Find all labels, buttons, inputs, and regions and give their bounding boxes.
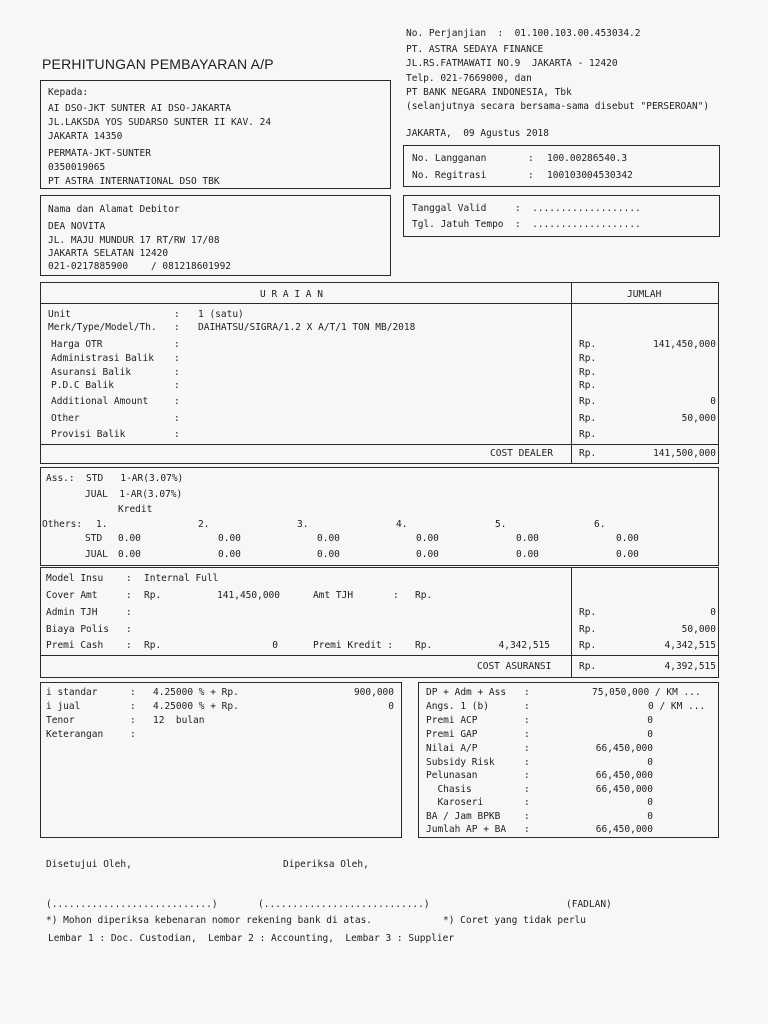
company-line: PT. ASTRA SEDAYA FINANCE bbox=[406, 44, 544, 55]
jual-value: 0.00 bbox=[218, 549, 241, 560]
calc-right-value: 0 bbox=[647, 757, 653, 768]
jual-label: JUAL bbox=[85, 549, 108, 560]
uraian-row-label: Administrasi Balik bbox=[51, 353, 154, 364]
company-line: PT BANK NEGARA INDONESIA, Tbk bbox=[406, 87, 572, 98]
uraian-row-label: P.D.C Balik bbox=[51, 380, 114, 391]
calc-left-amount: 0 bbox=[388, 701, 394, 712]
tanggal-valid: Tanggal Valid : ................... bbox=[412, 203, 641, 214]
std-value: 0.00 bbox=[317, 533, 340, 544]
calc-right-value: 66,450,000 bbox=[595, 770, 653, 781]
uraian-row-label: Additional Amount bbox=[51, 396, 149, 407]
uraian-row-label: Harga OTR bbox=[51, 339, 103, 350]
colon: : bbox=[524, 729, 530, 740]
colon: : bbox=[130, 729, 136, 740]
rp-label: Rp. bbox=[579, 429, 597, 440]
cover-amt-label: Cover Amt bbox=[46, 590, 98, 601]
calc-right-value: 66,450,000 bbox=[595, 743, 653, 754]
footer-note-2: *) Coret yang tidak perlu bbox=[443, 915, 586, 926]
signature-line-1: (............................) bbox=[46, 899, 218, 910]
calc-right-value: 0 bbox=[647, 797, 653, 808]
rp-label: Rp. bbox=[579, 380, 597, 391]
uraian-header: U R A I A N bbox=[260, 289, 323, 300]
approved-by-label: Disetujui Oleh, bbox=[46, 859, 132, 870]
document-title: PERHITUNGAN PEMBAYARAN A/P bbox=[42, 56, 274, 72]
debtor-line: JAKARTA SELATAN 12420 bbox=[48, 248, 169, 259]
footer-note-1: *) Mohon diperiksa kebenaran nomor rekening bank di atas. bbox=[46, 915, 373, 926]
langganan-value: 100.00286540.3 bbox=[547, 153, 628, 164]
jual-value: 0.00 bbox=[317, 549, 340, 560]
rp-label: Rp. bbox=[579, 413, 597, 424]
registrasi-value: 100103004530342 bbox=[547, 170, 633, 181]
uraian-row-amount: 141,450,000 bbox=[653, 339, 716, 350]
colon: : bbox=[528, 153, 534, 164]
cover-amt-value: 141,450,000 bbox=[217, 590, 280, 601]
debtor-line: 021-0217885900 / 081218601992 bbox=[48, 261, 232, 272]
colon: : bbox=[524, 743, 530, 754]
rp-label: Rp. bbox=[579, 661, 597, 672]
debtor-line: Nama dan Alamat Debitor bbox=[48, 204, 180, 215]
calc-right-value: 66,450,000 bbox=[595, 824, 653, 835]
colon: : bbox=[393, 590, 399, 601]
std-value: 0.00 bbox=[218, 533, 241, 544]
colon: : bbox=[126, 590, 132, 601]
cost-dealer-label: COST DEALER bbox=[490, 448, 553, 459]
colon: : bbox=[524, 784, 530, 795]
calc-right-label: Karoseri bbox=[426, 797, 484, 808]
others-col: 5. bbox=[495, 519, 507, 530]
admin-tjh-value: 0 bbox=[710, 607, 716, 618]
colon: : bbox=[524, 701, 530, 712]
merk-value: DAIHATSU/SIGRA/1.2 X A/T/1 TON MB/2018 bbox=[198, 322, 416, 333]
calc-right-label: Nilai A/P bbox=[426, 743, 478, 754]
jual-value: 0.00 bbox=[616, 549, 639, 560]
place-date: JAKARTA, 09 Agustus 2018 bbox=[406, 128, 549, 139]
cost-asuransi-label: COST ASURANSI bbox=[477, 661, 552, 672]
company-line: JL.RS.FATMAWATI NO.9 JAKARTA - 12420 bbox=[406, 58, 618, 69]
calc-right-label: Jumlah AP + BA bbox=[426, 824, 507, 835]
colon: : bbox=[126, 573, 132, 584]
recipient-line: PERMATA-JKT-SUNTER bbox=[48, 148, 151, 159]
cost-asuransi-value: 4,392,515 bbox=[664, 661, 716, 672]
jual-value: 0.00 bbox=[118, 549, 141, 560]
recipient-line: JAKARTA 14350 bbox=[48, 131, 123, 142]
divider bbox=[571, 567, 572, 678]
calc-left-amount: 900,000 bbox=[353, 687, 394, 698]
calc-right-label: Premi GAP bbox=[426, 729, 478, 740]
cost-dealer-value: 141,500,000 bbox=[653, 448, 716, 459]
jual-value: 0.00 bbox=[416, 549, 439, 560]
recipient-line: AI DSO-JKT SUNTER AI DSO-JAKARTA bbox=[48, 103, 232, 114]
debtor-line: DEA NOVITA bbox=[48, 221, 106, 232]
uraian-row-label: Provisi Balik bbox=[51, 429, 126, 440]
premi-cash-value: 0 bbox=[272, 640, 278, 651]
ass-jual-line: JUAL 1-AR(3.07%) bbox=[85, 489, 183, 500]
rp-label: Rp. bbox=[579, 396, 597, 407]
colon: : bbox=[174, 380, 180, 391]
calc-right-label: Pelunasan bbox=[426, 770, 478, 781]
langganan-label: No. Langganan bbox=[412, 153, 487, 164]
jual-value: 0.00 bbox=[516, 549, 539, 560]
model-insu-label: Model Insu bbox=[46, 573, 104, 584]
calc-right-label: Chasis bbox=[426, 784, 472, 795]
colon: : bbox=[174, 367, 180, 378]
merk-label: Merk/Type/Model/Th. bbox=[48, 322, 157, 333]
calc-right-label: Subsidy Risk bbox=[426, 757, 495, 768]
calc-right-value: 66,450,000 bbox=[595, 784, 653, 795]
colon: : bbox=[524, 770, 530, 781]
premi-kredit-total: 4,342,515 bbox=[664, 640, 716, 651]
colon: : bbox=[524, 797, 530, 808]
others-label: Others: bbox=[42, 519, 83, 530]
recipient-line: Kepada: bbox=[48, 87, 89, 98]
rp-label: Rp. bbox=[579, 339, 597, 350]
colon: : bbox=[130, 701, 136, 712]
registrasi-label: No. Regitrasi bbox=[412, 170, 487, 181]
std-value: 0.00 bbox=[616, 533, 639, 544]
colon: : bbox=[126, 640, 132, 651]
rp-label: Rp. bbox=[579, 624, 597, 635]
calc-right-value: 0 / KM ... bbox=[648, 701, 706, 712]
unit-label: Unit bbox=[48, 309, 71, 320]
premi-kredit-value: 4,342,515 bbox=[498, 640, 550, 651]
std-value: 0.00 bbox=[416, 533, 439, 544]
colon: : bbox=[126, 607, 132, 618]
calc-left-label: Keterangan bbox=[46, 729, 104, 740]
colon: : bbox=[174, 429, 180, 440]
jumlah-header: JUMLAH bbox=[627, 289, 662, 300]
debtor-line: JL. MAJU MUNDUR 17 RT/RW 17/08 bbox=[48, 235, 220, 246]
biaya-polis-value: 50,000 bbox=[681, 624, 716, 635]
calc-left-label: Tenor bbox=[46, 715, 75, 726]
colon: : bbox=[174, 396, 180, 407]
premi-kredit-label: Premi Kredit : bbox=[313, 640, 394, 651]
divider bbox=[571, 282, 572, 464]
others-col: 1. bbox=[96, 519, 108, 530]
colon: : bbox=[524, 687, 530, 698]
uraian-box bbox=[40, 282, 719, 464]
amt-tjh-label: Amt TJH bbox=[313, 590, 354, 601]
company-line: Telp. 021-7669000, dan bbox=[406, 73, 532, 84]
admin-tjh-label: Admin TJH bbox=[46, 607, 98, 618]
ass-kredit: Kredit bbox=[118, 504, 153, 515]
std-value: 0.00 bbox=[516, 533, 539, 544]
rp-label: Rp. bbox=[579, 607, 597, 618]
colon: : bbox=[524, 824, 530, 835]
colon: : bbox=[174, 322, 180, 333]
calc-right-value: 75,050,000 / KM ... bbox=[592, 687, 701, 698]
calc-left-rate: 12 bulan bbox=[153, 715, 205, 726]
colon: : bbox=[174, 353, 180, 364]
checked-by-label: Diperiksa Oleh, bbox=[283, 859, 369, 870]
others-col: 4. bbox=[396, 519, 408, 530]
others-col: 2. bbox=[198, 519, 210, 530]
divider bbox=[40, 655, 719, 656]
rp-label: Rp. bbox=[144, 590, 162, 601]
divider bbox=[40, 303, 719, 304]
signature-line-2: (............................) bbox=[258, 899, 430, 910]
calc-right-value: 0 bbox=[647, 729, 653, 740]
calc-left-rate: 4.25000 % + Rp. bbox=[153, 687, 239, 698]
calc-right-value: 0 bbox=[647, 715, 653, 726]
rp-label: Rp. bbox=[579, 640, 597, 651]
colon: : bbox=[174, 339, 180, 350]
uraian-row-label: Other bbox=[51, 413, 80, 424]
jatuh-tempo: Tgl. Jatuh Tempo : ................... bbox=[412, 219, 641, 230]
uraian-row-amount: 0 bbox=[710, 396, 716, 407]
rp-label: Rp. bbox=[579, 448, 597, 459]
colon: : bbox=[174, 413, 180, 424]
colon: : bbox=[524, 757, 530, 768]
rp-label: Rp. bbox=[415, 590, 433, 601]
rp-label: Rp. bbox=[144, 640, 162, 651]
recipient-line: JL.LAKSDA YOS SUDARSO SUNTER II KAV. 24 bbox=[48, 117, 272, 128]
recipient-line: PT ASTRA INTERNATIONAL DSO TBK bbox=[48, 176, 220, 187]
std-value: 0.00 bbox=[118, 533, 141, 544]
rp-label: Rp. bbox=[579, 367, 597, 378]
colon: : bbox=[524, 715, 530, 726]
signature-name-3: (FADLAN) bbox=[566, 899, 612, 910]
uraian-row-amount: 50,000 bbox=[681, 413, 716, 424]
premi-cash-label: Premi Cash bbox=[46, 640, 104, 651]
validity-box bbox=[403, 195, 720, 237]
colon: : bbox=[130, 687, 136, 698]
std-label: STD bbox=[85, 533, 103, 544]
calc-right-label: Premi ACP bbox=[426, 715, 478, 726]
colon: : bbox=[524, 811, 530, 822]
colon: : bbox=[126, 624, 132, 635]
calc-right-label: Angs. 1 (b) bbox=[426, 701, 489, 712]
uraian-row-label: Asuransi Balik bbox=[51, 367, 132, 378]
others-col: 3. bbox=[297, 519, 309, 530]
rp-label: Rp. bbox=[579, 353, 597, 364]
model-insu-value: Internal Full bbox=[144, 573, 219, 584]
calc-right-label: DP + Adm + Ass bbox=[426, 687, 507, 698]
unit-value: 1 (satu) bbox=[198, 309, 244, 320]
company-line: (selanjutnya secara bersama-sama disebut "PERSEROAN") bbox=[406, 101, 710, 112]
biaya-polis-label: Biaya Polis bbox=[46, 624, 109, 635]
ass-std-line: Ass.: STD 1-AR(3.07%) bbox=[46, 473, 184, 484]
calc-left-label: i standar bbox=[46, 687, 98, 698]
calc-right-value: 0 bbox=[647, 811, 653, 822]
colon: : bbox=[130, 715, 136, 726]
calc-right-label: BA / Jam BPKB bbox=[426, 811, 501, 822]
lembar-distribution: Lembar 1 : Doc. Custodian, Lembar 2 : Accounting, Lembar 3 : Supplier bbox=[48, 933, 455, 944]
others-col: 6. bbox=[594, 519, 606, 530]
agreement-number: No. Perjanjian : 01.100.103.00.453034.2 bbox=[406, 28, 641, 39]
colon: : bbox=[528, 170, 534, 181]
colon: : bbox=[174, 309, 180, 320]
recipient-line: 0350019065 bbox=[48, 162, 106, 173]
rp-label: Rp. bbox=[415, 640, 433, 651]
calc-left-rate: 4.25000 % + Rp. bbox=[153, 701, 239, 712]
calc-left-label: i jual bbox=[46, 701, 81, 712]
divider bbox=[40, 444, 719, 445]
